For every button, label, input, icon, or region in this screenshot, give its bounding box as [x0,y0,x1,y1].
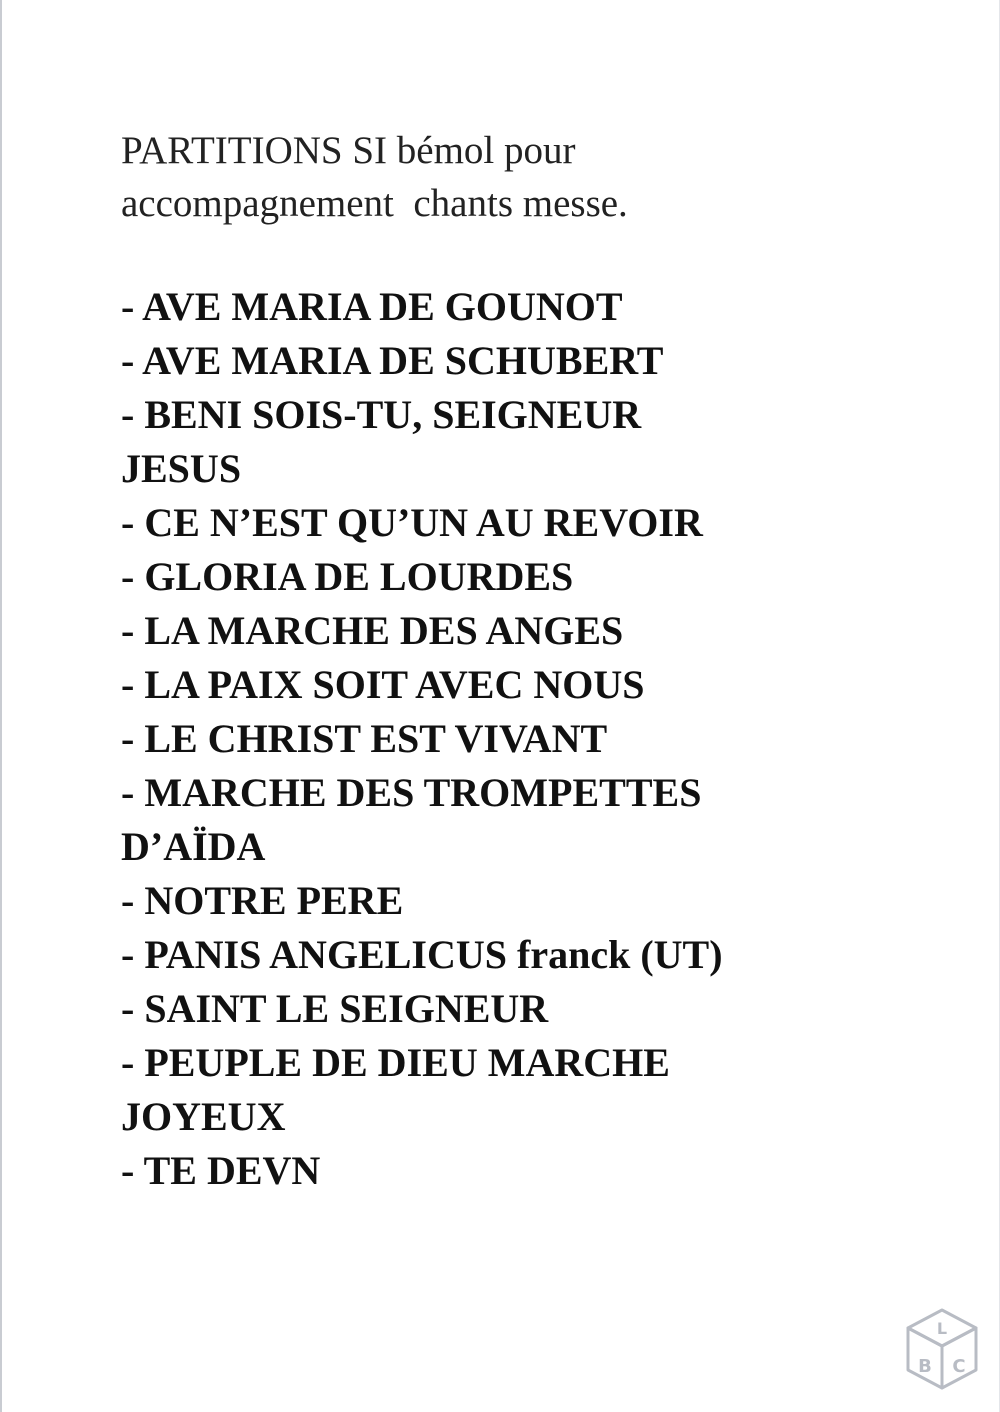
watermark-letter-left: B [918,1356,932,1377]
cube-logo-icon [904,1306,980,1392]
document-content [121,124,961,1193]
watermark-letter-right: C [952,1356,966,1377]
song-item: - LA MARCHE DES ANGES [121,608,624,653]
song-list [121,280,961,1198]
song-item: - PANIS ANGELICUS franck (UT) [121,932,723,977]
song-item: - BENI SOIS-TU, SEIGNEUR JESUS [121,392,642,491]
intro-text [121,124,961,230]
song-item: - AVE MARIA DE GOUNOT [121,284,623,329]
song-item: - SAINT LE SEIGNEUR [121,986,549,1031]
song-item: - LE CHRIST EST VIVANT [121,716,608,761]
song-item: - MARCHE DES TROMPETTES D’AÏDA [121,770,702,869]
song-item: - AVE MARIA DE SCHUBERT [121,338,664,383]
watermark-letter-top: L [936,1319,948,1338]
song-item: - NOTRE PERE [121,878,404,923]
song-item: - PEUPLE DE DIEU MARCHE JOYEUX [121,1040,670,1139]
song-item: - GLORIA DE LOURDES [121,554,574,599]
song-item: - TE DEVN [121,1148,321,1193]
song-item: - CE N’EST QU’UN AU REVOIR [121,500,703,545]
intro-line-1: PARTITIONS SI bémol pour [121,129,576,172]
intro-line-2: accompagnement chants messe. [121,182,628,225]
song-item: - LA PAIX SOIT AVEC NOUS [121,662,645,707]
